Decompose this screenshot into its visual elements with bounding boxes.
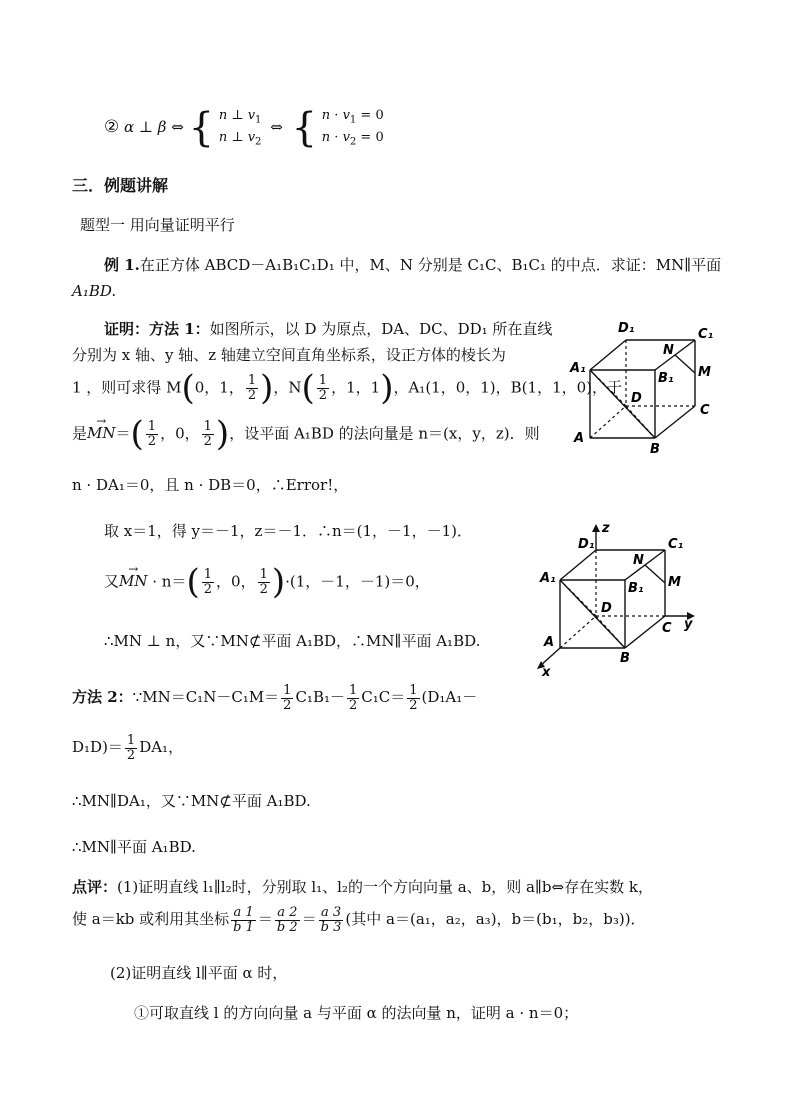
formula-perpendicular-planes (104, 104, 384, 152)
label-A: A (574, 431, 585, 446)
coord-1: 1 (370, 378, 381, 397)
label-B: B (650, 442, 660, 457)
proof-line7: 又→ MN · n＝( $\frac{1}{2}$ ，0， $\frac{1}{2}$ )·(1，－1，－1)＝0， (104, 562, 430, 603)
paren-close: ) (380, 368, 394, 408)
sys2-line2: n · v (321, 130, 350, 145)
label-C: C (700, 403, 710, 418)
label-z: z (602, 522, 610, 536)
label-D1: D₁ (618, 321, 635, 336)
comment-label: 点评： (72, 878, 118, 896)
frac-num: 1 (318, 373, 328, 389)
example-text1: 在正方体 ABCD－A₁B₁C₁D₁ 中，M、N 分别是 C₁C、B₁C₁ 的中点．求证：MN∥平面 (139, 256, 722, 274)
coord-1: 1 (219, 378, 229, 397)
paren-close: ) (215, 414, 230, 454)
label-B1: B₁ (628, 581, 644, 596)
vector-mn: → MN (87, 424, 115, 442)
frac-den: 2 (126, 747, 136, 763)
coord-1: 1 (346, 378, 356, 397)
method2-line1-c: C₁C＝ (361, 688, 406, 707)
frac-half-10 (125, 734, 137, 762)
frac-half-3 (146, 420, 158, 448)
sys2-eq1: = 0 (356, 107, 384, 123)
paren-open: ( (186, 562, 200, 602)
proof-line3-a: 1 ，则可求得 M (72, 378, 182, 397)
equals: ＝ (257, 910, 273, 929)
method2-line2 (72, 734, 183, 762)
sys1-line2: n ⊥ v (218, 130, 256, 145)
frac-den: 2 (203, 433, 212, 449)
proof-line4: 是→ MN＝( $\frac{1}{2}$ ，0， $\frac{1}{2}$ )，设平面 A₁BD 的法向量是 n＝(x，y，z)．则 (72, 414, 540, 455)
frac-num: 1 (203, 419, 212, 435)
label-A1: A₁ (540, 571, 556, 586)
label-D: D (601, 601, 612, 616)
proof-line3-b: ，N (273, 378, 302, 397)
proof-line2: 分别为 x 轴、y 轴、z 轴建立空间直角坐标系，设正方体的棱长为 (72, 346, 506, 364)
frac-den: 2 (247, 387, 257, 403)
proof-line4-d: ，设平面 A₁BD 的法向量是 n＝(x，y，z)．则 (229, 424, 540, 443)
method2-line1 (72, 684, 477, 712)
label-B1: B₁ (658, 371, 674, 386)
proof-line8: ∴MN ⊥ n，又∵MN⊄平面 A₁BD，∴MN∥平面 A₁BD. (104, 632, 481, 650)
frac-num: a 3 (319, 906, 344, 921)
proof-line3-c: ，A₁(1，0，1)，B(1，1，0)，于 (393, 378, 623, 397)
proof-line4-c: ＝ (115, 424, 131, 443)
paren-open: ( (181, 368, 195, 408)
proof-line7-a: 又 (104, 572, 120, 591)
frac-num: 1 (259, 567, 268, 583)
equals: ＝ (301, 910, 317, 929)
comment-line2-b: (其中 a＝(a₁，a₂，a₃)，b＝(b₁，b₂，b₃))． (345, 910, 646, 929)
frac-den: 2 (318, 387, 328, 403)
topic-title: 题型一 用向量证明平行 (80, 216, 235, 234)
proof-label: 证明：方法 1： (104, 320, 210, 338)
proof-line3: 1 ，则可求得 M(0，1， $\frac{1}{2}$ )，N( $\frac{1}{2}$ ，1，1)，A₁(1，0，1)，B(1，1，0)，于 (72, 368, 623, 408)
method2-line1-a: ∵MN＝C₁N－C₁M＝ (132, 688, 280, 707)
paren-close: ) (260, 368, 274, 408)
method2-label: 方法 2： (72, 688, 133, 707)
method2-line4: ∴MN∥平面 A₁BD. (72, 838, 196, 856)
paren-close: ) (271, 562, 286, 602)
frac-half-6 (258, 568, 270, 596)
sys1-sub1: 1 (255, 114, 262, 126)
sys2-eq2: = 0 (356, 130, 384, 145)
vector-mn: → MN (119, 572, 147, 590)
left-brace-2: { (291, 105, 318, 151)
label-C1: C₁ (668, 537, 684, 552)
frac-num: 1 (348, 683, 358, 698)
frac-num: 1 (409, 683, 418, 698)
frac-half-9 (407, 684, 419, 712)
example-line1 (104, 256, 721, 274)
frac-num: 1 (283, 683, 292, 698)
frac-num: 1 (203, 567, 213, 583)
label-C: C (662, 621, 672, 636)
label-C1: C₁ (698, 327, 714, 342)
frac-a2-b2 (275, 906, 300, 934)
frac-half-8 (347, 684, 359, 712)
left-brace-1: { (188, 105, 215, 151)
coord-0: 0 (231, 572, 241, 591)
example-line2: A₁BD. (72, 282, 117, 300)
cube-figure-1 (560, 310, 730, 460)
comment-line1 (72, 878, 653, 896)
frac-num: 1 (126, 733, 136, 748)
coord-0: 0 (175, 424, 185, 443)
label-D: D (631, 391, 642, 406)
paren-open: ( (130, 414, 144, 454)
cube-figure-2 (530, 522, 710, 678)
frac-den: 2 (348, 697, 358, 713)
comment-line3: (2)证明直线 l∥平面 α 时， (110, 964, 288, 982)
comment-line2 (72, 906, 646, 934)
label-y: y (684, 617, 693, 632)
frac-half-7 (281, 684, 293, 712)
method2-line1-b: C₁B₁－ (295, 688, 345, 707)
proof-line1 (104, 320, 552, 338)
label-N: N (633, 553, 644, 568)
method2-line2-b: DA₁， (139, 738, 184, 757)
sys2-sub2: 2 (349, 136, 357, 148)
label-N: N (663, 343, 674, 358)
proof-line6: 取 x＝1，得 y＝－1，z＝－1．∴n＝(1，－1，－1)． (104, 522, 472, 540)
frac-num: a 2 (275, 906, 300, 921)
formula-left: α ⊥ β ⇔ (124, 118, 184, 136)
example-label: 例 1. (104, 256, 140, 274)
label-D1: D₁ (578, 537, 595, 552)
frac-half-4 (202, 420, 214, 448)
frac-a1-b1 (231, 906, 256, 934)
circled-number: ② (104, 117, 120, 137)
frac-half-2 (317, 374, 329, 402)
frac-den: b 3 (320, 919, 342, 935)
comment-text1: (1)证明直线 l₁∥l₂时，分别取 l₁、l₂的一个方向向量 a、b，则 a∥b⇔存在实数 k， (117, 878, 653, 896)
system-2 (322, 106, 384, 150)
frac-den: b 2 (276, 919, 298, 935)
label-B: B (620, 651, 630, 666)
sys2-sub1: 1 (349, 114, 357, 126)
label-x: x (542, 665, 551, 678)
frac-den: 2 (259, 581, 268, 597)
paren-open: ( (301, 368, 315, 408)
label-A: A (544, 635, 555, 650)
frac-den: 2 (147, 433, 157, 449)
sys1-line1: n ⊥ v (218, 107, 256, 123)
method2-line2-a: D₁D)＝ (72, 738, 123, 757)
comment-line2-a: 使 a＝kb 或利用其坐标 (72, 910, 230, 929)
iff-symbol: ⇔ (270, 118, 283, 136)
section-title: 三．例题讲解 (72, 176, 169, 195)
label-M: M (698, 365, 711, 380)
comment-line4: ①可取直线 l 的方向向量 a 与平面 α 的法向量 n，证明 a · n＝0； (134, 1004, 579, 1022)
proof-line7-c: · n＝ (147, 572, 187, 591)
frac-den: 2 (409, 697, 418, 713)
sys1-sub2: 2 (255, 136, 262, 148)
proof-line4-a: 是 (72, 424, 88, 443)
proof-line5: n · DA₁＝0，且 n · DB＝0，∴Error!， (72, 476, 349, 494)
method2-line1-d: (D₁A₁－ (421, 688, 478, 707)
frac-num: 1 (147, 419, 157, 435)
frac-num: 1 (247, 373, 257, 389)
label-M: M (668, 575, 681, 590)
frac-den: 2 (203, 581, 213, 597)
frac-num: a 1 (231, 906, 256, 921)
sys2-line1: n · v (321, 107, 350, 123)
frac-a3-b3 (319, 906, 344, 934)
frac-half-1 (246, 374, 258, 402)
frac-den: 2 (283, 697, 292, 713)
label-A1: A₁ (570, 361, 586, 376)
frac-den: b 1 (233, 919, 254, 935)
frac-half-5 (202, 568, 214, 596)
system-1 (219, 106, 262, 150)
coord-0: 0 (194, 378, 205, 397)
method2-line3: ∴MN∥DA₁，又∵MN⊄平面 A₁BD. (72, 792, 311, 810)
proof-text1: 如图所示，以 D 为原点，DA、DC、DD₁ 所在直线 (209, 320, 553, 338)
proof-line7-d: ·(1，－1，－1)＝0， (285, 572, 430, 591)
